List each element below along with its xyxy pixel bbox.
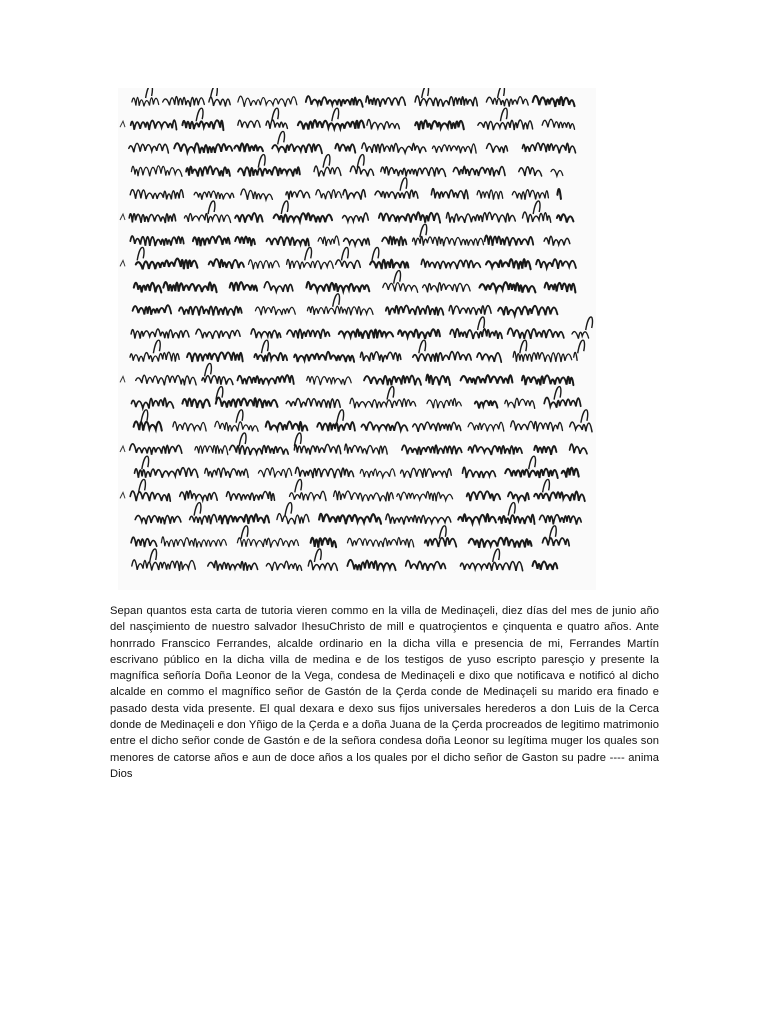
handwriting-stroke bbox=[534, 446, 556, 455]
handwriting-stroke bbox=[415, 120, 464, 130]
handwriting-stroke bbox=[402, 445, 462, 455]
handwriting-stroke bbox=[230, 445, 289, 455]
handwriting-stroke bbox=[237, 538, 298, 548]
handwriting-stroke bbox=[130, 491, 170, 501]
handwriting-ascender bbox=[285, 503, 292, 516]
handwriting-ascender bbox=[239, 433, 246, 446]
handwriting-ascender bbox=[153, 340, 160, 353]
handwriting-stroke bbox=[574, 352, 577, 360]
handwriting-stroke bbox=[551, 169, 563, 176]
handwriting-stroke bbox=[129, 214, 175, 223]
handwriting-stroke bbox=[467, 491, 501, 501]
handwriting-stroke bbox=[135, 468, 198, 478]
handwriting-stroke bbox=[294, 352, 354, 362]
handwriting-stroke bbox=[375, 190, 418, 199]
handwriting-ascender bbox=[139, 479, 146, 492]
handwriting-stroke bbox=[386, 514, 451, 525]
handwriting-stroke bbox=[136, 259, 198, 270]
handwriting-stroke bbox=[182, 399, 209, 409]
handwriting-ascender bbox=[272, 108, 279, 121]
handwriting-stroke bbox=[195, 446, 228, 455]
handwriting-stroke bbox=[238, 167, 300, 177]
margin-mark bbox=[120, 214, 125, 220]
handwriting-stroke bbox=[522, 375, 574, 385]
handwriting-ascender bbox=[422, 88, 429, 98]
handwriting-stroke bbox=[364, 376, 421, 386]
handwriting-ascender bbox=[278, 131, 285, 144]
handwriting-stroke bbox=[383, 283, 418, 293]
handwriting-ascender bbox=[205, 363, 212, 376]
handwriting-stroke bbox=[179, 306, 242, 315]
handwriting-stroke bbox=[258, 468, 291, 478]
handwriting-stroke bbox=[468, 445, 522, 455]
handwriting-stroke bbox=[226, 492, 274, 501]
handwriting-stroke bbox=[540, 515, 582, 525]
handwriting-stroke bbox=[542, 119, 574, 129]
handwriting-ascender bbox=[196, 108, 203, 121]
handwriting-stroke bbox=[319, 514, 381, 524]
handwriting-stroke bbox=[234, 143, 263, 152]
handwriting-stroke bbox=[562, 468, 579, 478]
handwriting-stroke bbox=[480, 282, 536, 292]
handwriting-stroke bbox=[202, 376, 233, 385]
handwriting-stroke bbox=[458, 514, 496, 523]
handwriting-ascender bbox=[420, 224, 427, 237]
handwriting-ascender bbox=[439, 526, 446, 539]
handwriting-stroke bbox=[348, 537, 414, 547]
manuscript-image bbox=[118, 88, 596, 590]
handwriting-stroke bbox=[557, 214, 574, 222]
handwriting-stroke bbox=[194, 191, 234, 200]
handwriting-stroke bbox=[477, 190, 503, 200]
handwriting-stroke bbox=[132, 97, 159, 106]
handwriting-stroke bbox=[295, 467, 353, 478]
handwriting-stroke bbox=[449, 306, 491, 315]
handwriting-stroke bbox=[205, 468, 249, 478]
handwriting-stroke bbox=[468, 422, 504, 431]
handwriting-stroke bbox=[505, 469, 558, 478]
handwriting-stroke bbox=[307, 376, 351, 385]
handwriting-stroke bbox=[508, 328, 564, 339]
handwriting-stroke bbox=[544, 236, 570, 245]
handwriting-stroke bbox=[267, 237, 309, 246]
handwriting-stroke bbox=[298, 120, 364, 129]
handwriting-stroke bbox=[432, 144, 476, 153]
handwriting-stroke bbox=[361, 422, 407, 431]
handwriting-stroke bbox=[163, 282, 216, 292]
handwriting-ascender bbox=[332, 108, 339, 121]
handwriting-ascender bbox=[305, 247, 312, 260]
handwriting-ascender bbox=[586, 317, 593, 330]
handwriting-ascender bbox=[387, 387, 394, 400]
handwriting-stroke bbox=[382, 236, 406, 246]
handwriting-stroke bbox=[486, 97, 528, 107]
handwriting-ascender bbox=[394, 271, 401, 284]
handwriting-stroke bbox=[523, 212, 551, 222]
handwriting-stroke bbox=[401, 468, 452, 478]
handwriting-ascender bbox=[141, 410, 148, 423]
handwriting-stroke bbox=[209, 97, 230, 106]
margin-mark bbox=[120, 492, 125, 498]
handwriting-stroke bbox=[130, 444, 182, 455]
handwriting-stroke bbox=[334, 491, 394, 502]
handwriting-ascender bbox=[419, 340, 426, 353]
handwriting-stroke bbox=[347, 560, 395, 571]
handwriting-stroke bbox=[533, 96, 575, 107]
handwriting-stroke bbox=[397, 491, 453, 501]
handwriting-stroke bbox=[235, 213, 263, 223]
margin-mark bbox=[120, 376, 125, 382]
handwriting-stroke bbox=[290, 491, 327, 500]
handwriting-ascender bbox=[533, 201, 540, 214]
handwriting-ascender bbox=[281, 201, 288, 214]
handwriting-ascender bbox=[342, 247, 349, 260]
handwriting-stroke bbox=[345, 444, 388, 454]
handwriting-stroke bbox=[187, 352, 243, 362]
handwriting-stroke bbox=[370, 260, 408, 270]
handwriting-stroke bbox=[235, 237, 255, 247]
handwriting-stroke bbox=[426, 375, 450, 386]
handwriting-stroke bbox=[255, 307, 295, 316]
handwriting-stroke bbox=[208, 561, 258, 571]
handwriting-stroke bbox=[350, 166, 373, 176]
handwriting-stroke bbox=[570, 422, 592, 432]
handwriting-stroke bbox=[135, 516, 181, 525]
handwriting-stroke bbox=[272, 144, 322, 153]
handwriting-stroke bbox=[161, 537, 226, 548]
handwriting-stroke bbox=[366, 96, 405, 107]
handwriting-stroke bbox=[306, 96, 363, 107]
handwriting-stroke bbox=[413, 236, 484, 246]
handwriting-stroke bbox=[131, 398, 173, 408]
handwriting-stroke bbox=[274, 213, 333, 222]
handwriting-ascender bbox=[337, 410, 344, 423]
handwriting-ascender bbox=[493, 549, 500, 562]
handwriting-stroke bbox=[251, 329, 281, 339]
handwriting-stroke bbox=[230, 282, 257, 291]
handwriting-stroke bbox=[316, 190, 342, 200]
handwriting-stroke bbox=[266, 561, 301, 571]
handwriting-stroke bbox=[130, 236, 183, 246]
handwriting-stroke bbox=[513, 351, 572, 362]
handwriting-ascender bbox=[508, 503, 515, 516]
handwriting-stroke bbox=[362, 143, 426, 153]
handwriting-stroke bbox=[367, 119, 400, 129]
handwriting-stroke bbox=[486, 259, 531, 269]
handwriting-stroke bbox=[193, 236, 230, 246]
handwriting-stroke bbox=[277, 514, 309, 525]
handwriting-stroke bbox=[238, 96, 297, 107]
handwriting-ascender bbox=[372, 247, 379, 260]
handwriting-stroke bbox=[186, 166, 230, 176]
handwriting-stroke bbox=[511, 421, 563, 432]
handwriting-stroke bbox=[427, 398, 461, 408]
handwriting-stroke bbox=[314, 166, 341, 176]
handwriting-stroke bbox=[505, 398, 535, 408]
handwriting-stroke bbox=[130, 190, 183, 200]
handwriting-ascender bbox=[211, 88, 218, 98]
handwriting-stroke bbox=[508, 492, 529, 501]
handwriting-stroke bbox=[543, 537, 570, 545]
handwriting-stroke bbox=[413, 422, 461, 432]
handwriting-ascender bbox=[554, 387, 561, 400]
handwriting-stroke bbox=[498, 306, 557, 316]
handwriting-stroke bbox=[266, 120, 287, 129]
handwriting-stroke bbox=[241, 189, 273, 200]
handwriting-ascender bbox=[194, 503, 201, 516]
handwriting-stroke bbox=[249, 260, 280, 269]
handwriting-ascender bbox=[142, 456, 149, 469]
handwriting-stroke bbox=[557, 189, 561, 199]
handwriting-stroke bbox=[287, 329, 330, 338]
handwriting-stroke bbox=[339, 329, 393, 338]
handwriting-stroke bbox=[184, 214, 230, 223]
handwriting-stroke bbox=[264, 282, 293, 292]
handwriting-stroke bbox=[318, 236, 339, 246]
handwriting-stroke bbox=[519, 167, 542, 176]
handwriting-stroke bbox=[512, 190, 548, 200]
handwriting-ascender bbox=[236, 410, 243, 423]
handwriting-stroke bbox=[360, 469, 395, 478]
handwriting-stroke bbox=[336, 260, 361, 269]
handwriting-stroke bbox=[413, 352, 471, 362]
handwriting-stroke bbox=[216, 398, 278, 408]
handwriting-stroke bbox=[343, 190, 365, 200]
handwriting-stroke bbox=[182, 120, 223, 130]
handwriting-ascender bbox=[208, 201, 215, 214]
handwriting-stroke bbox=[307, 306, 373, 315]
margin-mark bbox=[120, 260, 125, 266]
handwriting-stroke bbox=[254, 353, 287, 362]
handwriting-stroke bbox=[133, 305, 172, 315]
handwriting-stroke bbox=[398, 329, 440, 339]
handwriting-stroke bbox=[423, 283, 471, 293]
transcription-text: Sepan quantos esta carta de tutoria vieren commo en la villa de Medinaçeli, diez días del mes de junio año del nasçimiento de nuestro salvador IhesuChristo de mill e quatroçientos e çinquenta e quatro años. Ante honrrado Franscico Ferrandes, alcalde ordinario en la dicha villa e presencia de mi, Ferrandes Martín escrivano público en la dicha villa de medina e de los testigos de yuso escripto paresçio y presente la magnífica señoría Doña Leonor de la Vega, condesa de Medinaçeli e dixo que notificava e notificó al dicho alcalde en commo el magnífico señor de Gastón de la Çerda conde de Medinaçeli su marido era finado e pasado desta vida presente. El qual dexara e dexo sus fijos universales herederos a don Luis de la Cerca donde de Medinaçeli e don Yñigo de la Çerda e a doña Juana de la Çerda procreados de legitimo matrimonio entre el dicho señor conde de Gastón e de la señora condesa doña Leonor su legítima muger los quales son menores de catorse años e aun de doce años a los quales por el dicho señor de Gaston su padre ---- anima Dios bbox=[110, 605, 659, 780]
handwriting-stroke bbox=[286, 190, 310, 199]
handwriting-stroke bbox=[294, 444, 340, 454]
handwriting-stroke bbox=[136, 375, 196, 385]
handwriting-stroke bbox=[386, 305, 444, 315]
handwriting-stroke bbox=[477, 353, 501, 362]
handwriting-stroke bbox=[134, 421, 162, 430]
handwriting-stroke bbox=[421, 259, 480, 269]
handwriting-stroke bbox=[406, 560, 446, 570]
handwriting-ascender bbox=[578, 340, 585, 353]
margin-mark bbox=[120, 446, 125, 452]
handwriting-stroke bbox=[446, 212, 515, 222]
handwriting-stroke bbox=[544, 397, 581, 407]
handwriting-ascender bbox=[295, 479, 302, 492]
handwriting-ascender bbox=[241, 526, 248, 539]
margin-mark bbox=[120, 121, 125, 127]
handwriting-stroke bbox=[344, 238, 370, 246]
handwriting-stroke bbox=[533, 561, 558, 570]
handwriting-ascender bbox=[146, 88, 153, 98]
handwriting-stroke bbox=[286, 398, 340, 408]
handwriting-stroke bbox=[190, 514, 217, 524]
handwriting-stroke bbox=[335, 144, 355, 153]
handwriting-stroke bbox=[238, 375, 294, 384]
handwritten-manuscript-icon bbox=[118, 88, 596, 590]
handwriting-stroke bbox=[499, 515, 535, 524]
handwriting-ascender bbox=[529, 456, 536, 469]
handwriting-stroke bbox=[163, 97, 205, 107]
handwriting-ascender bbox=[150, 549, 157, 562]
handwriting-stroke bbox=[485, 235, 534, 246]
handwriting-stroke bbox=[131, 537, 157, 547]
handwriting-stroke bbox=[132, 560, 196, 571]
handwriting-stroke bbox=[460, 562, 522, 571]
handwriting-stroke bbox=[173, 422, 206, 432]
handwriting-ascender bbox=[500, 108, 507, 121]
handwriting-ascender bbox=[543, 479, 550, 492]
handwriting-stroke bbox=[343, 213, 369, 223]
handwriting-stroke bbox=[311, 538, 337, 548]
handwriting-stroke bbox=[129, 143, 169, 153]
handwriting-stroke bbox=[536, 259, 576, 269]
handwriting-ascender bbox=[478, 317, 485, 330]
handwriting-ascender bbox=[137, 247, 144, 260]
handwriting-stroke bbox=[360, 352, 400, 362]
handwriting-stroke bbox=[415, 96, 477, 107]
handwriting-ascender bbox=[581, 410, 588, 423]
handwriting-stroke bbox=[306, 282, 369, 292]
handwriting-ascender bbox=[258, 155, 265, 168]
handwriting-stroke bbox=[131, 329, 189, 339]
handwriting-stroke bbox=[266, 421, 308, 431]
handwriting-ascender bbox=[520, 340, 527, 353]
handwriting-stroke bbox=[545, 283, 576, 293]
handwriting-stroke bbox=[130, 352, 179, 362]
handwriting-stroke bbox=[381, 167, 446, 177]
handwriting-stroke bbox=[131, 120, 177, 130]
handwriting-stroke bbox=[469, 538, 532, 548]
handwriting-stroke bbox=[350, 398, 416, 408]
handwriting-stroke bbox=[134, 283, 162, 293]
handwriting-stroke bbox=[478, 120, 533, 130]
handwriting-ascender bbox=[400, 178, 407, 191]
handwriting-stroke bbox=[209, 259, 244, 269]
handwriting-ascender bbox=[262, 340, 269, 353]
handwriting-stroke bbox=[534, 491, 585, 501]
handwriting-stroke bbox=[463, 467, 496, 478]
handwriting-stroke bbox=[287, 259, 334, 269]
handwriting-stroke bbox=[461, 375, 513, 384]
handwriting-stroke bbox=[308, 560, 337, 570]
handwriting-ascender bbox=[357, 155, 364, 168]
handwriting-stroke bbox=[180, 491, 218, 501]
handwriting-stroke bbox=[219, 514, 269, 524]
handwriting-stroke bbox=[238, 120, 260, 128]
handwriting-ascender bbox=[498, 88, 505, 98]
handwriting-ascender bbox=[549, 526, 556, 539]
handwriting-stroke bbox=[425, 538, 457, 547]
handwriting-stroke bbox=[450, 329, 502, 339]
handwriting-stroke bbox=[487, 144, 508, 153]
handwriting-stroke bbox=[570, 444, 587, 454]
handwriting-stroke bbox=[196, 329, 240, 339]
handwriting-stroke bbox=[572, 332, 589, 339]
handwriting-ascender bbox=[294, 433, 301, 446]
handwriting-stroke bbox=[475, 401, 498, 409]
handwriting-stroke bbox=[317, 422, 355, 432]
handwriting-stroke bbox=[453, 166, 505, 176]
handwriting-stroke bbox=[379, 212, 440, 223]
handwriting-ascender bbox=[323, 155, 330, 168]
handwriting-stroke bbox=[174, 143, 232, 153]
handwriting-ascender bbox=[314, 549, 321, 562]
handwriting-ascender bbox=[333, 294, 340, 307]
handwriting-stroke bbox=[431, 189, 468, 199]
handwriting-stroke bbox=[131, 166, 182, 176]
handwriting-stroke bbox=[522, 143, 575, 153]
